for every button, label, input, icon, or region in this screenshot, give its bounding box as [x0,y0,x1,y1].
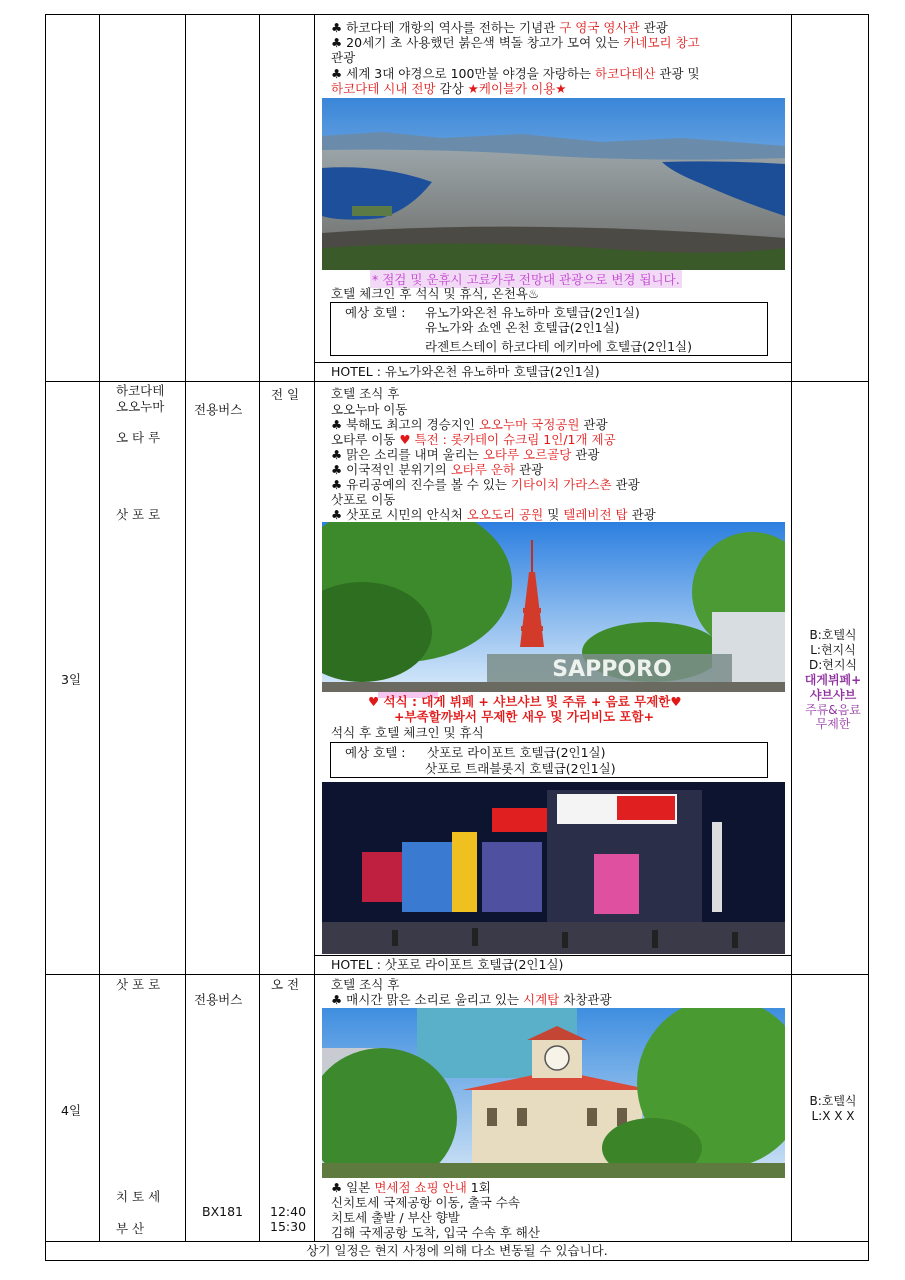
col-divider [99,15,100,1242]
day3-meal: B:호텔식 [809,628,857,642]
day3-meal: D:현지식 [808,658,858,672]
sapporo-tv-tower-photo [322,522,785,692]
day3-hotel-final: HOTEL : 삿포로 라이포트 호텔급(2인1실) [331,957,564,972]
day4-line: 김해 국제공항 도착, 입국 수속 후 해산 [331,1225,540,1240]
day3-line: ♣ 삿포로 시민의 안식처 오오도리 공원 및 텔레비전 탑 관광 [331,507,656,522]
dinner-special: ♥ 석식 : 대게 뷔페 + 샤브샤브 및 주류 + 음료 무제한♥ [368,694,682,709]
day3-place: 삿 포 로 [116,507,161,522]
col-divider [259,15,260,1242]
day3-meal-special: 샤브샤브 [809,688,857,702]
day3-meal-special: 대게뷔페+ [804,673,862,687]
col-divider [185,15,186,1242]
day3-line: ♣ 유리공예의 진수를 볼 수 있는 기타이치 가라스촌 관광 [331,477,640,492]
col-divider [314,15,315,1242]
day2-line-2: ♣ 20세기 초 사용했던 붉은색 벽돌 창고가 모여 있는 카네모리 창고 [331,35,700,50]
day4-departure-time: 12:40 [270,1204,307,1219]
day4-line: ♣ 매시간 맑은 소리로 울리고 있는 시계탑 차창관광 [331,992,612,1007]
day2-line-5: 하코다테 시내 전망 감상 ★케이블카 이용★ [331,81,567,96]
day4-place: 치 토 세 [116,1189,161,1204]
day2-hotel-final: HOTEL : 유노가와온천 유노하마 호텔급(2인1실) [331,364,600,379]
day3-place: 오오누마 [116,399,165,414]
day4-line: 신치토세 국제공항 이동, 출국 수속 [331,1195,520,1210]
susukino-night-photo [322,782,785,954]
row-divider [46,974,868,975]
hotel-separator [314,362,791,363]
day3-place: 하코다테 [116,383,165,398]
day2-hotel-option: 유노가와 쇼엔 온천 호텔급(2인1실) [425,320,620,335]
day3-line: ♣ 맑은 소리를 내며 울리는 오타루 오르골당 관광 [331,447,600,462]
day3-meal-extra: 무제한 [815,717,851,731]
day3-place: 오 타 루 [116,430,161,445]
day3-line: ♣ 이국적인 분위기의 오타루 운하 관광 [331,462,544,477]
day2-hotel-option: 라젠트스테이 하코다테 에키마에 호텔급(2인1실) [425,339,693,354]
day4-meal: B:호텔식 [809,1094,857,1108]
day4-line: ♣ 일본 면세점 쇼핑 안내 1회 [331,1180,491,1195]
day4-arrival-time: 15:30 [270,1219,307,1234]
day2-hotel-label: 예상 호텔 : [345,305,406,320]
day3-line: 삿포로 이동 [331,492,396,507]
day3-label: 3일 [61,672,82,687]
day3-line: 오오누마 이동 [331,402,408,417]
sapporo-sign-text: SAPPORO [552,657,672,682]
hakodate-night-view-photo [322,98,785,270]
day4-place: 삿 포 로 [116,977,161,992]
day4-place: 부 산 [116,1221,145,1236]
day3-line: 오타루 이동 ♥ 특전 : 롯카테이 슈크림 1인/1개 제공 [331,432,616,447]
day3-hotel-label: 예상 호텔 : [345,745,406,760]
footer-notice: 상기 일정은 현지 사정에 의해 다소 변동될 수 있습니다. [306,1243,608,1258]
sapporo-clock-tower-photo [322,1008,785,1178]
day3-transport: 전용버스 [194,402,243,417]
day4-label: 4일 [61,1103,82,1118]
day4-flight: BX181 [202,1204,243,1219]
day2-line-1: ♣ 하코다테 개항의 역사를 전하는 기념관 구 영국 영사관 관광 [331,20,668,35]
row-divider [46,1241,868,1242]
day3-hotel-option: 삿포로 트래블롯지 호텔급(2인1실) [425,761,616,776]
day4-line: 치토세 출발 / 부산 향발 [331,1210,460,1225]
row-divider [46,381,868,382]
dinner-bonus: +부족할까봐서 무제한 새우 및 가리비도 포함+ [394,709,655,724]
hotel-separator [314,955,791,956]
day2-line-3: 관광 [331,50,356,65]
day2-hotel-option: 유노가와온천 유노하마 호텔급(2인1실) [425,305,640,320]
day2-line-4: ♣ 세계 3대 야경으로 100만불 야경을 자랑하는 하코다테산 관광 및 [331,66,700,81]
day3-time: 전 일 [271,387,300,402]
col-divider [791,15,792,1242]
day4-line: 호텔 조식 후 [331,977,400,992]
day4-time: 오 전 [271,977,300,992]
day2-checkin: 호텔 체크인 후 석식 및 휴식, 온천욕♨ [331,286,540,301]
day3-line: ♣ 북해도 최고의 경승지인 오오누마 국정공원 관광 [331,417,608,432]
day3-meal-extra: 주류&음료 [805,703,861,717]
maintenance-note: * 점검 및 운휴시 고료카쿠 전망대 관광으로 변경 됩니다. [372,272,680,287]
day3-checkin: 석식 후 호텔 체크인 및 휴식 [331,725,484,740]
day3-hotel-option: 삿포로 라이포트 호텔급(2인1실) [427,745,606,760]
day3-meal: L:현지식 [810,643,856,657]
day4-transport: 전용버스 [194,992,243,1007]
day3-line: 호텔 조식 후 [331,386,400,401]
day4-meal: L:X X X [811,1109,855,1123]
